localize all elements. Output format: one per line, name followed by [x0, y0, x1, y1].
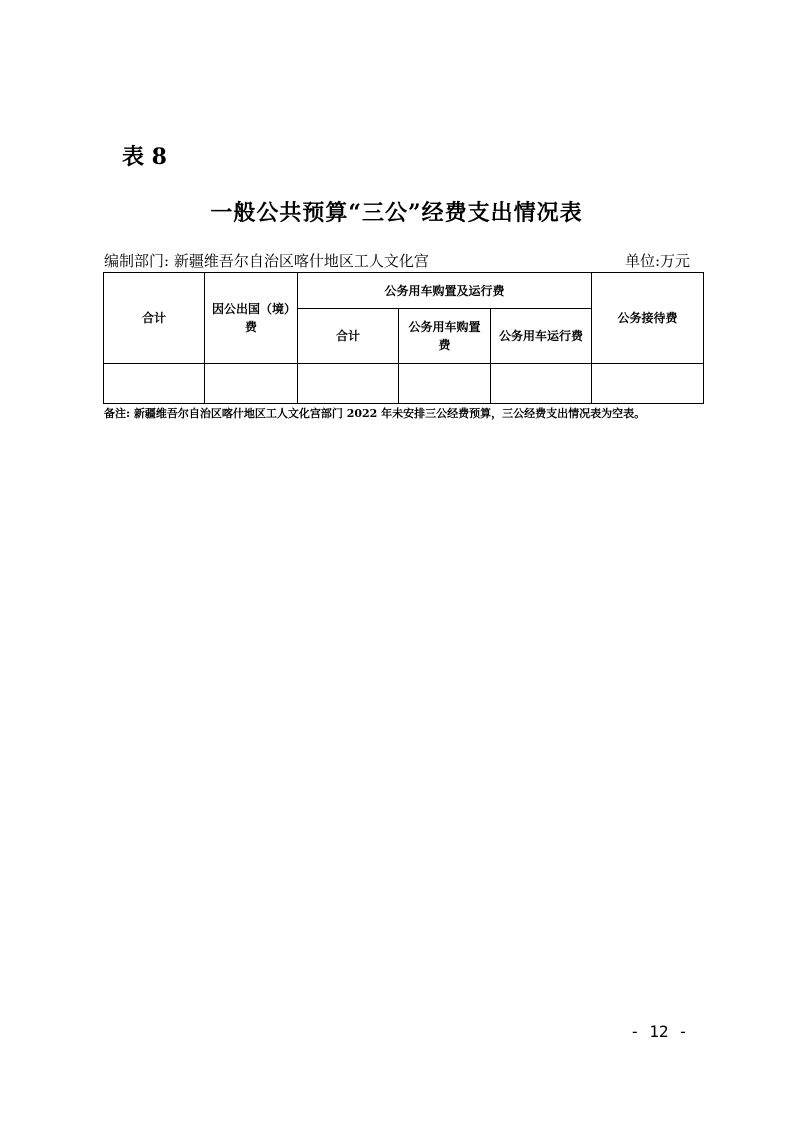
header-reception: 公务接待费: [592, 273, 704, 364]
header-total: 合计: [104, 273, 205, 364]
page-number: - 12 -: [630, 1022, 688, 1041]
header-overseas: 因公出国（境）费: [205, 273, 298, 364]
header-vehicle-group: 公务用车购置及运行费: [298, 273, 592, 309]
cell-total: [104, 364, 205, 404]
header-vehicle-total: 合计: [298, 309, 399, 364]
cell-overseas: [205, 364, 298, 404]
header-vehicle-purchase: 公务用车购置费: [399, 309, 491, 364]
header-vehicle-operation: 公务用车运行费: [491, 309, 592, 364]
org-label: 编制部门: 新疆维吾尔自治区喀什地区工人文化宫: [104, 252, 429, 270]
cell-reception: [592, 364, 704, 404]
table-note: 备注: 新疆维吾尔自治区喀什地区工人文化宫部门 2022 年未安排三公经费预算，三公经费支出情况表为空表。: [104, 407, 646, 420]
header-row-1: [104, 273, 704, 309]
unit-label: 单位:万元: [624, 252, 690, 270]
expense-table: [103, 272, 704, 404]
document-title: 一般公共预算“三公”经费支出情况表: [210, 200, 583, 226]
cell-vehicle-purchase: [399, 364, 491, 404]
cell-vehicle-operation: [491, 364, 592, 404]
table-label: 表 8: [122, 144, 167, 170]
meta-row: [104, 250, 690, 272]
cell-vehicle-total: [298, 364, 399, 404]
table-row: [104, 364, 704, 404]
